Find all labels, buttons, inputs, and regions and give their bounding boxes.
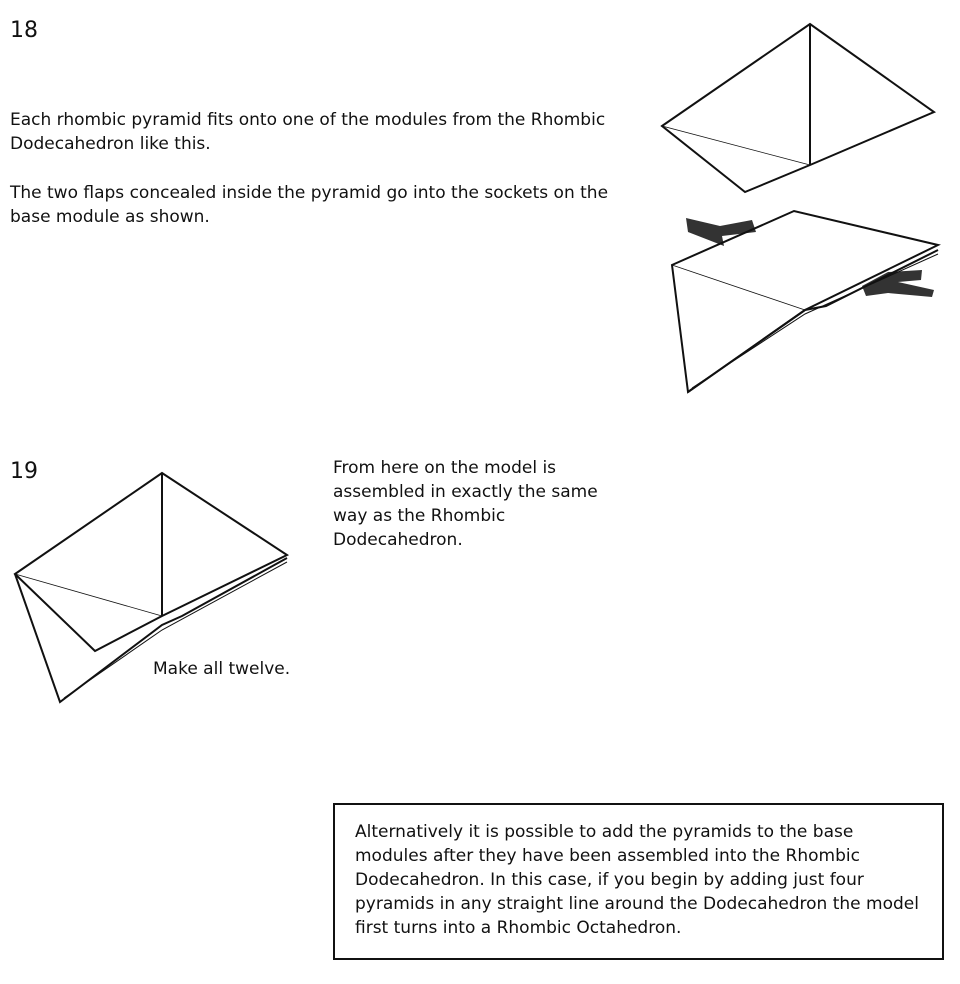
- assembled-pyramid-outline: [15, 473, 287, 651]
- step-number-18: 18: [10, 18, 38, 43]
- step-19-paragraph: From here on the model is assembled in exactly the same way as the Rhombic Dodecahedron.: [333, 458, 598, 550]
- step-number-19: 19: [10, 459, 38, 484]
- step-19-assembled-diagram: [15, 473, 287, 702]
- step-18-paragraph-1: Each rhombic pyramid fits onto one of the modules from the Rhombic Dodecahedron like this.: [10, 110, 606, 154]
- alternative-method-note: [333, 803, 944, 960]
- make-all-twelve-caption: Make all twelve.: [153, 659, 291, 679]
- note-text: Alternatively it is possible to add the pyramids to the base modules after they have been assembled into the Rhombic Dodecahedron. In this case, if you begin by adding just four pyramids in any straight line around the Dodecahedron the model first turns into a Rhombic Octahedron.: [355, 822, 919, 938]
- step-18-pyramid-diagram: [662, 24, 934, 192]
- pyramid-outline: [662, 24, 934, 192]
- step-18-paragraph-2: The two flaps concealed inside the pyramid go into the sockets on the base module as shown.: [10, 183, 609, 227]
